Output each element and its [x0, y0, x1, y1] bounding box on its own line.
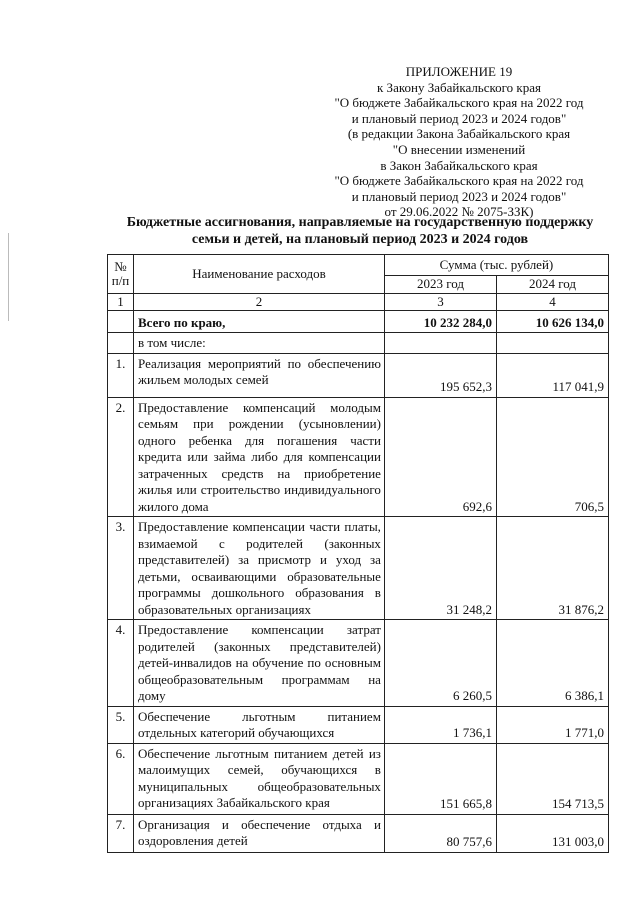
- header-year-2023: 2023 год: [384, 276, 496, 294]
- row-num: 3.: [108, 517, 134, 620]
- header-row: [108, 255, 609, 276]
- including-label: в том числе:: [134, 333, 385, 354]
- appendix-header: [300, 64, 618, 220]
- row-2023: 195 652,3: [384, 353, 496, 397]
- row-2024: 6 386,1: [496, 620, 608, 707]
- appendix-line: от 29.06.2022 № 2075-ЗЗК): [384, 204, 534, 220]
- col-number: 3: [384, 293, 496, 311]
- appendix-line: "О бюджете Забайкальского края на 2022 год: [334, 173, 584, 189]
- row-name: Предоставление компенсации затрат родителей (законных представителей) детей-инвалидов на обучение по основным общеобразовательным программам на дому: [134, 620, 385, 707]
- column-numbers-row: [108, 293, 609, 311]
- row-num: 7.: [108, 814, 134, 852]
- row-name: Предоставление компенсации части платы, взимаемой с родителей (законных представителей) за присмотр и уход за детьми, осваивающими образовательные программы дошкольного образования в образовательных организациях: [134, 517, 385, 620]
- total-label: Всего по краю,: [134, 311, 385, 333]
- col-number: 1: [108, 293, 134, 311]
- table-row: [108, 397, 609, 517]
- row-num: 4.: [108, 620, 134, 707]
- appendix-line: к Закону Забайкальского края: [376, 79, 541, 95]
- row-name: Предоставление компенсаций молодым семьям при рождении (усыновлении) одного ребенка для погашения части кредита или займа либо для компенсации затраченных средств на приобретение жилья или строительство индивидуального жилого дома: [134, 397, 385, 517]
- row-2024: 706,5: [496, 397, 608, 517]
- row-2024: 31 876,2: [496, 517, 608, 620]
- header-num: № п/п: [108, 255, 134, 294]
- table-row: [108, 517, 609, 620]
- row-name: Обеспечение льготным питанием детей из малоимущих семей, обучающихся в муниципальных общеобразовательных организациях Забайкальского края: [134, 743, 385, 814]
- row-name: Обеспечение льготным питанием отдельных категорий обучающихся: [134, 706, 385, 743]
- total-2024: 10 626 134,0: [496, 311, 608, 333]
- title-line-2: семьи и детей, на плановый период 2023 и 2024 годов: [191, 232, 529, 247]
- row-2024: 117 041,9: [496, 353, 608, 397]
- table-row: [108, 743, 609, 814]
- appendix-line: (в редакции Закона Забайкальского края: [347, 126, 571, 142]
- appendix-line: и плановый период 2023 и 2024 годов": [351, 110, 567, 126]
- including-row: [108, 333, 609, 354]
- appendix-line: "О внесении изменений: [392, 141, 526, 157]
- header-name: Наименование расходов: [134, 255, 385, 294]
- row-num: 2.: [108, 397, 134, 517]
- col-number: 4: [496, 293, 608, 311]
- appendix-line: и плановый период 2023 и 2024 годов": [351, 188, 567, 204]
- header-sum: Сумма (тыс. рублей): [384, 255, 608, 276]
- row-2024: 1 771,0: [496, 706, 608, 743]
- budget-table: [107, 254, 609, 853]
- row-2023: 80 757,6: [384, 814, 496, 852]
- row-num: 5.: [108, 706, 134, 743]
- total-2023: 10 232 284,0: [384, 311, 496, 333]
- row-2024: 131 003,0: [496, 814, 608, 852]
- row-2023: 151 665,8: [384, 743, 496, 814]
- total-row: [108, 311, 609, 333]
- row-2023: 6 260,5: [384, 620, 496, 707]
- row-name: Организация и обеспечение отдыха и оздоровления детей: [134, 814, 385, 852]
- col-number: 2: [134, 293, 385, 311]
- row-num: 1.: [108, 353, 134, 397]
- scan-edge-mark: [8, 233, 9, 321]
- table-row: [108, 706, 609, 743]
- row-name: Реализация мероприятий по обеспечению жильем молодых семей: [134, 353, 385, 397]
- table-row: [108, 620, 609, 707]
- appendix-line: "О бюджете Забайкальского края на 2022 год: [334, 95, 584, 111]
- title-line-1: Бюджетные ассигнования, направляемые на государственную поддержку: [126, 215, 594, 230]
- row-2023: 1 736,1: [384, 706, 496, 743]
- appendix-line: ПРИЛОЖЕНИЕ 19: [405, 64, 513, 79]
- row-2023: 31 248,2: [384, 517, 496, 620]
- appendix-line: в Закон Забайкальского края: [380, 157, 538, 173]
- header-year-2024: 2024 год: [496, 276, 608, 294]
- table-row: [108, 353, 609, 397]
- row-2024: 154 713,5: [496, 743, 608, 814]
- row-num: 6.: [108, 743, 134, 814]
- document-title: [100, 214, 620, 248]
- row-2023: 692,6: [384, 397, 496, 517]
- table-row: [108, 814, 609, 852]
